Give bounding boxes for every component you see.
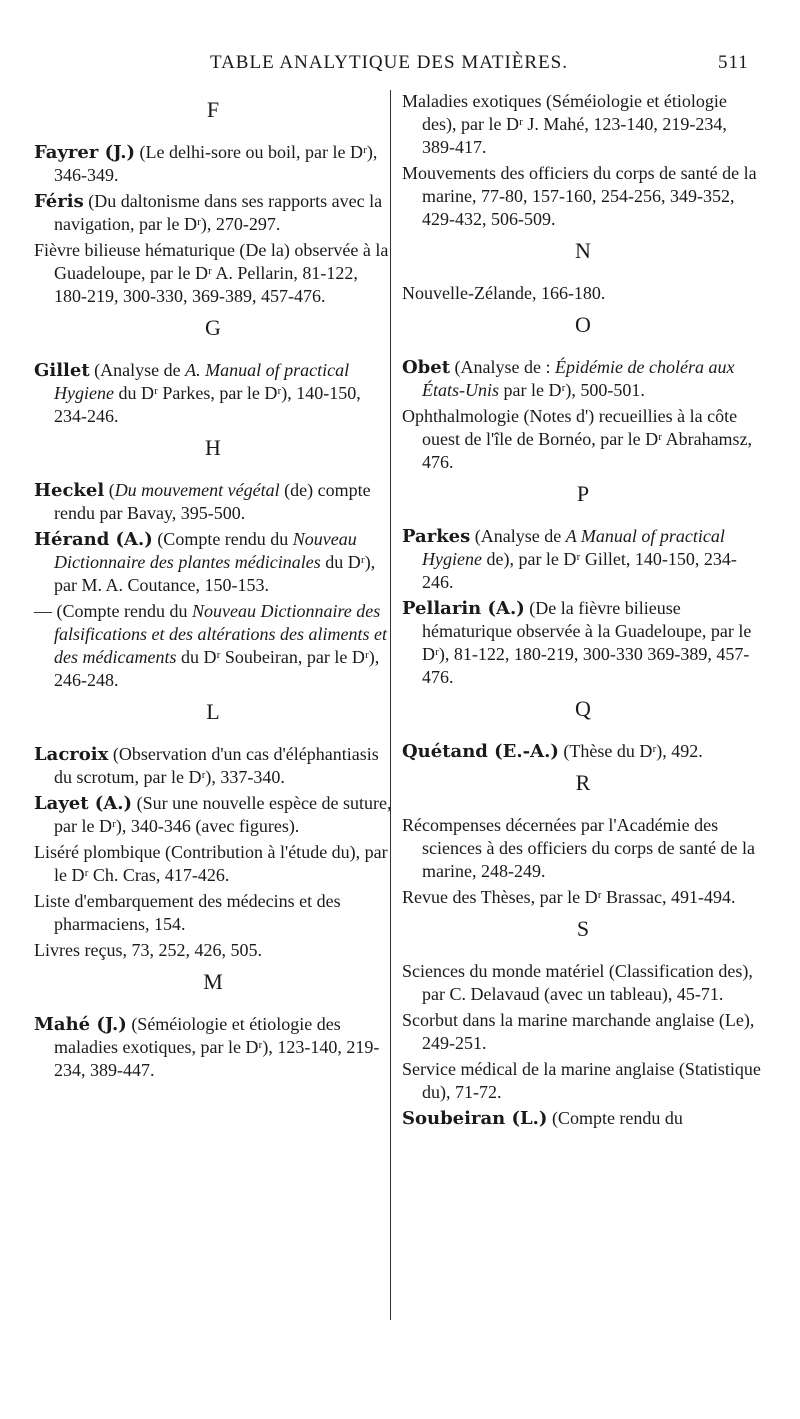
entry-keyword: Layet (A.) (34, 793, 133, 814)
index-entry (34, 792, 392, 838)
entry-text: Ophthalmologie (Notes d') recueillies à la côte ouest de l'île de Bornéo, par le Dʳ Abrahamsz, 476. (402, 406, 753, 472)
entry-keyword: Gillet (34, 360, 90, 381)
index-entry (402, 162, 764, 231)
section-letter: P (576, 481, 590, 506)
entry-keyword: Lacroix (34, 744, 109, 765)
entry-keyword: Heckel (34, 480, 105, 501)
index-entry (402, 1058, 764, 1104)
entry-text: (Compte rendu du (547, 1108, 683, 1128)
entry-text: Sciences du monde matériel (Classification des), par C. Delavaud (avec un tableau), 45-71. (402, 961, 753, 1004)
page-title: TABLE ANALYTIQUE DES MATIÈRES. (210, 52, 569, 73)
entry-text: du Dʳ Soubeiran, par le Dʳ), 246-248. (54, 647, 380, 690)
index-entry (402, 1009, 764, 1055)
entry-text: du Dʳ), par M. A. Coutance, 150-153. (54, 552, 376, 595)
entry-text: Maladies exotiques (Séméiologie et étiologie des), par le Dʳ J. Mahé, 123-140, 219-234, 389-417. (402, 91, 727, 157)
entry-text: (Séméiologie et étiologie des maladies exotiques, par le Dʳ), 123-140, 219-234, 389-447. (54, 1014, 380, 1080)
page-number: 511 (718, 52, 749, 73)
index-entry (402, 282, 764, 305)
index-entry (34, 939, 392, 962)
index-entry (402, 90, 764, 159)
entry-text: du Dʳ Parkes, par le Dʳ), 140-150, 234-246. (54, 383, 361, 426)
entry-title: Nouveau Dictionnaire des falsifications et des altérations des aliments et des médicaments (54, 601, 387, 667)
entry-text: Livres reçus, 73, 252, 426, 505. (34, 940, 262, 960)
entry-text: (de) compte rendu par Bavay, 395-500. (54, 480, 371, 523)
entry-keyword: Pellarin (A.) (402, 598, 525, 619)
section-letter: Q (575, 696, 591, 721)
entry-text: (Du daltonisme dans ses rapports avec la navigation, par le Dʳ), 270-297. (54, 191, 383, 234)
entry-text: (Thèse du Dʳ), 492. (558, 741, 703, 761)
section-letter: N (575, 238, 591, 263)
index-entry (402, 740, 764, 763)
entry-text: Revue des Thèses, par le Dʳ Brassac, 491-494. (402, 887, 736, 907)
index-entry (34, 890, 392, 936)
index-entry (34, 479, 392, 525)
entry-keyword: Parkes (402, 526, 471, 547)
entry-title: Épidémie de choléra aux États-Unis (422, 357, 735, 400)
entry-text: — (Compte rendu du (34, 601, 192, 621)
index-entry (34, 141, 392, 187)
index-entry (34, 841, 392, 887)
entry-text: par le Dʳ), 500-501. (499, 380, 645, 400)
index-entry (402, 356, 764, 402)
index-entry (34, 743, 392, 789)
section-letter: H (205, 435, 221, 460)
entry-text: Liste d'embarquement des médecins et des pharmaciens, 154. (34, 891, 341, 934)
entry-keyword: Obet (402, 357, 451, 378)
section-letter: F (206, 97, 220, 122)
left-column (34, 90, 392, 1085)
entry-text: Scorbut dans la marine marchande anglaise (Le), 249-251. (402, 1010, 755, 1053)
section-letter: M (203, 969, 223, 994)
section-letter: S (576, 916, 590, 941)
section-letter: O (575, 312, 591, 337)
entry-text: Fièvre bilieuse hématurique (De la) observée à la Guadeloupe, par le Dʳ A. Pellarin, 81-122, 180-219, 300-330, 369-389, 457-476. (34, 240, 389, 306)
entry-text: (Compte rendu du (152, 529, 293, 549)
entry-text: de), par le Dʳ Gillet, 140-150, 234-246. (422, 549, 737, 592)
entry-text: Liséré plombique (Contribution à l'étude du), par le Dʳ Ch. Cras, 417-426. (34, 842, 388, 885)
entry-title: A Manual of practical Hygiene (422, 526, 725, 569)
entry-keyword: Féris (34, 191, 84, 212)
entry-text: ( (104, 480, 115, 500)
index-entry (402, 405, 764, 474)
entry-text: Mouvements des officiers du corps de santé de la marine, 77-80, 157-160, 254-256, 349-352, 429-432, 506-509. (402, 163, 757, 229)
index-entry (34, 1013, 392, 1082)
index-entry (402, 886, 764, 909)
index-entry (34, 528, 392, 597)
entry-title: Nouveau Dictionnaire des plantes médicinales (54, 529, 357, 572)
entry-text: (Le delhi-sore ou boil, par le Dʳ), 346-349. (54, 142, 378, 185)
section-letter: L (206, 699, 220, 724)
entry-keyword: Fayrer (J.) (34, 142, 136, 163)
entry-text: (Analyse de : (450, 357, 556, 377)
index-entry (402, 525, 764, 594)
entry-text: (Observation d'un cas d'éléphantiasis du scrotum, par le Dʳ), 337-340. (54, 744, 379, 787)
index-entry (34, 190, 392, 236)
entry-keyword: Mahé (J.) (34, 1014, 127, 1035)
index-entry (402, 814, 764, 883)
right-column (402, 90, 764, 1133)
entry-text: (Analyse de (470, 526, 566, 546)
index-entry (402, 597, 764, 689)
entry-keyword: Quétand (E.-A.) (402, 741, 559, 762)
entry-text: (Sur une nouvelle espèce de suture, par le Dʳ), 340-346 (avec figures). (54, 793, 392, 836)
section-letter: G (205, 315, 221, 340)
section-letter: R (575, 770, 591, 795)
entry-text: (Analyse de (89, 360, 186, 380)
index-entry (402, 1107, 764, 1130)
index-entry (34, 239, 392, 308)
entry-text: Récompenses décernées par l'Académie des sciences à des officiers du corps de santé de la marine, 248-249. (402, 815, 756, 881)
entry-text: (De la fièvre bilieuse hématurique observée à la Guadeloupe, par le Dʳ), 81-122, 180-219, 300-330 369-389, 457-476. (422, 598, 752, 687)
entry-keyword: Soubeiran (L.) (402, 1108, 548, 1129)
index-entry (34, 600, 392, 692)
index-entry (402, 960, 764, 1006)
entry-text: Service médical de la marine anglaise (Statistique du), 71-72. (402, 1059, 761, 1102)
index-entry (34, 359, 392, 428)
entry-title: A. Manual of practical Hygiene (54, 360, 350, 403)
entry-keyword: Hérand (A.) (34, 529, 153, 550)
entry-text: Nouvelle-Zélande, 166-180. (402, 283, 606, 303)
entry-title: Du mouvement végétal (114, 480, 280, 500)
